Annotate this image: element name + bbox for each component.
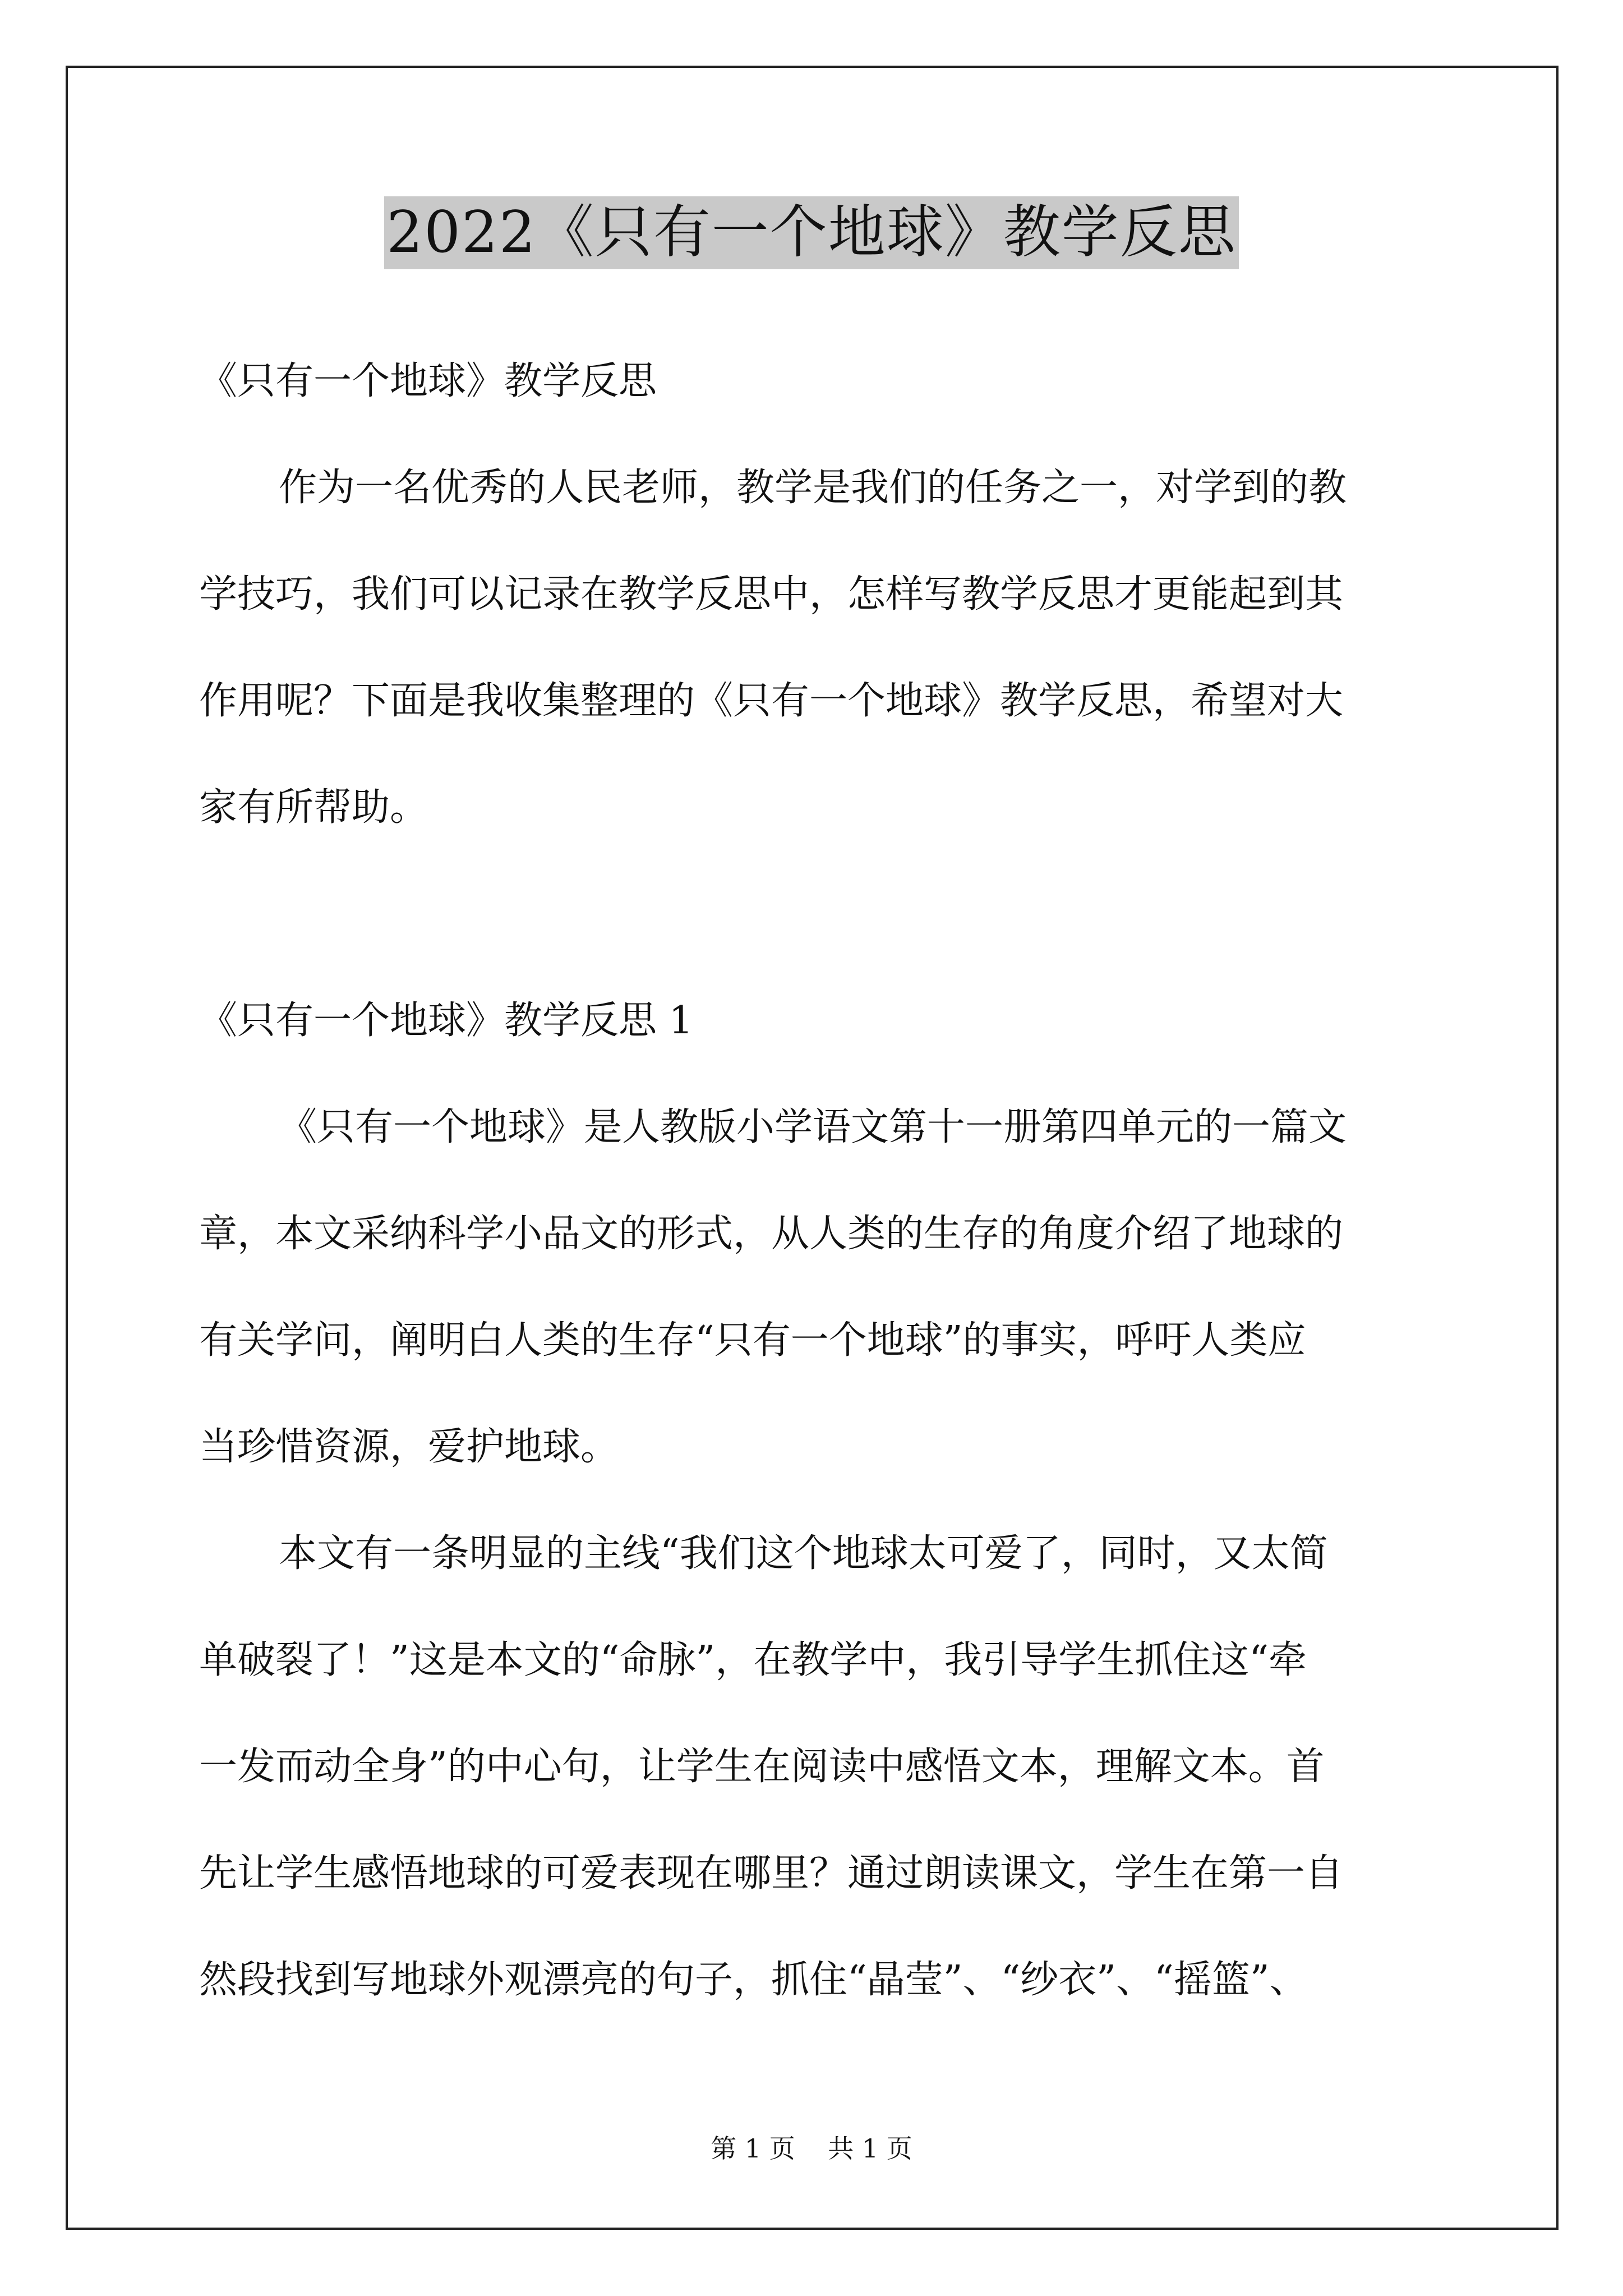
page-total: 共 1 页: [828, 2133, 912, 2164]
section-heading: 《只有一个地球》教学反思: [199, 359, 657, 403]
paragraph-line: 作用呢？下面是我收集整理的《只有一个地球》教学反思，希望对大: [199, 679, 1344, 723]
paragraph-line: 有关学问，阐明白人类的生存“只有一个地球”的事实，呼吁人类应: [199, 1318, 1306, 1363]
section-heading: 《只有一个地球》教学反思 1: [199, 999, 693, 1043]
paragraph-line: 然段找到写地球外观漂亮的句子，抓住“晶莹”、“纱衣”、“摇篮”、: [199, 1958, 1308, 2002]
paragraph-line: 一发而动全身”的中心句，让学生在阅读中感悟文本，理解文本。首: [199, 1745, 1325, 1789]
paragraph-line: 本文有一条明显的主线“我们这个地球太可爱了，同时，又太简: [279, 1531, 1328, 1576]
paragraph-line: 单破裂了！”这是本文的“命脉”，在教学中，我引导学生抓住这“牵: [199, 1638, 1307, 1682]
paragraph-line: 《只有一个地球》是人教版小学语文第十一册第四单元的一篇文: [279, 1105, 1347, 1149]
paragraph-line: 先让学生感悟地球的可爱表现在哪里？通过朗读课文，学生在第一自: [199, 1851, 1344, 1895]
paragraph-line: 家有所帮助。: [199, 785, 428, 830]
page-footer: [0, 2132, 1623, 2165]
page-number: 第 1 页: [711, 2133, 795, 2164]
paragraph-line: 学技巧，我们可以记录在教学反思中，怎样写教学反思才更能起到其: [199, 572, 1344, 616]
paragraph-line: 当珍惜资源，爱护地球。: [199, 1425, 619, 1469]
title-container: [0, 196, 1623, 269]
document-title: 2022《只有一个地球》教学反思: [384, 196, 1239, 269]
paragraph-line: 作为一名优秀的人民老师，教学是我们的任务之一，对学到的教: [279, 466, 1347, 510]
paragraph-line: 章，本文采纳科学小品文的形式，从人类的生存的角度介绍了地球的: [199, 1212, 1344, 1256]
